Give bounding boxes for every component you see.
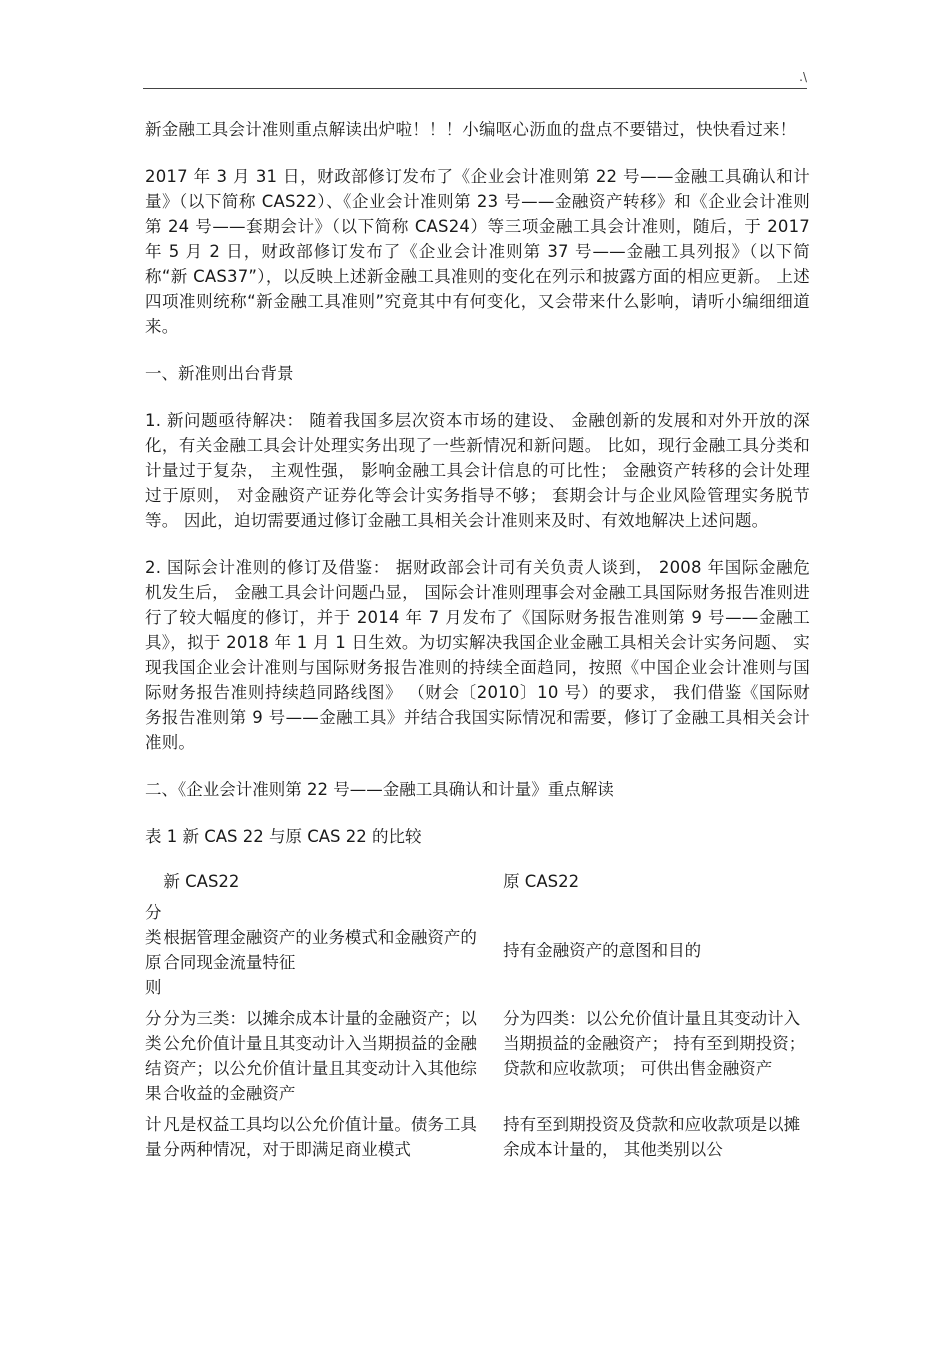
row-new-cell: 分为三类：以摊余成本计量的金融资产；以公允价值计量且其变动计入当期损益的金融资产；以公允价值计量且其变动计入其他综合收益的金融资产	[163, 1009, 477, 1103]
table-header-blank	[145, 869, 163, 900]
row-old-cell: 分为四类：以公允价值计量且其变动计入当期损益的金融资产； 持有至到期投资；贷款和应收款项； 可供出售金融资产	[503, 1009, 806, 1078]
table-caption: 表 1 新 CAS 22 与原 CAS 22 的比较	[145, 827, 422, 846]
intro-paragraph: 2017 年 3 月 31 日，财政部修订发布了《企业会计准则第 22 号——金融工具确认和计量》（以下简称 CAS22）、《企业会计准则第 23 号——金融资产转移》和《企业会计准则第 24 号——套期会计》（以下简称 CAS24）等三项金融工具会计准则，随后，于 2017 年 5 月 2 日，财政部修订发布了《企业会计准则第 37 号——金融工具列报》（以下简称“新 CAS37”），以反映上述新金融工具准则的变化在列示和披露方面的相应更新。 上述四项准则统称“新金融工具准则”究竟其中有何变化，又会带来什么影响，请听小编细细道来。	[145, 167, 810, 336]
row-old-cell: 持有至到期投资及贷款和应收款项是以摊余成本计量的， 其他类别以公	[503, 1115, 801, 1159]
row-label: 分类结果	[145, 1009, 162, 1103]
intro-title: 新金融工具会计准则重点解读出炉啦！！！小编呕心沥血的盘点不要错过，快快看过来！	[145, 120, 797, 139]
table-row	[145, 1106, 810, 1162]
row-label: 计量	[145, 1115, 162, 1159]
row-new-cell: 凡是权益工具均以公允价值计量。债务工具分两种情况，对于即满足商业模式	[163, 1115, 477, 1159]
header-rule	[143, 88, 807, 89]
table-header-old: 原 CAS22	[503, 872, 580, 891]
section1-heading: 一、新准则出台背景	[145, 364, 294, 383]
row-label: 分类原则	[145, 903, 162, 997]
table-header-row	[145, 869, 810, 900]
section1-paragraph-2: 2. 国际会计准则的修订及借鉴： 据财政部会计司有关负责人谈到， 2008 年国际金融危机发生后， 金融工具会计问题凸显， 国际会计准则理事会对金融工具国际财务报告准则进行了较大幅度的修订，并于 2014 年 7 月发布了《国际财务报告准则第 9 号——金融工具》，拟于 2018 年 1 月 1 日生效。为切实解决我国企业金融工具相关会计实务问题、 实现我国企业会计准则与国际财务报告准则的持续全面趋同，按照《中国企业会计准则与国际财务报告准则持续趋同路线图》 （财会〔2010〕10 号）的要求， 我们借鉴《国际财务报告准则第 9 号——金融工具》并结合我国实际情况和需要，修订了金融工具相关会计准则。	[145, 558, 810, 752]
table-row	[145, 900, 810, 1000]
table-row	[145, 1000, 810, 1106]
comparison-table	[145, 869, 810, 1162]
section2-heading: 二、《企业会计准则第 22 号——金融工具确认和计量》重点解读	[145, 780, 614, 799]
table-header-new: 新 CAS22	[163, 872, 240, 891]
section1-paragraph-1: 1. 新问题亟待解决： 随着我国多层次资本市场的建设、 金融创新的发展和对外开放的深化，有关金融工具会计处理实务出现了一些新情况和新问题。 比如，现行金融工具分类和计量过于复杂， 主观性强， 影响金融工具会计信息的可比性； 金融资产转移的会计处理过于原则， 对金融资产证券化等会计实务指导不够； 套期会计与企业风险管理实务脱节等。 因此，迫切需要通过修订金融工具相关会计准则来及时、有效地解决上述问题。	[145, 411, 810, 530]
row-new-cell: 根据管理金融资产的业务模式和金融资产的合同现金流量特征	[163, 928, 477, 972]
row-old-cell: 持有金融资产的意图和目的	[503, 940, 702, 960]
header-mark: .\	[799, 70, 807, 84]
document-body	[145, 117, 810, 1162]
